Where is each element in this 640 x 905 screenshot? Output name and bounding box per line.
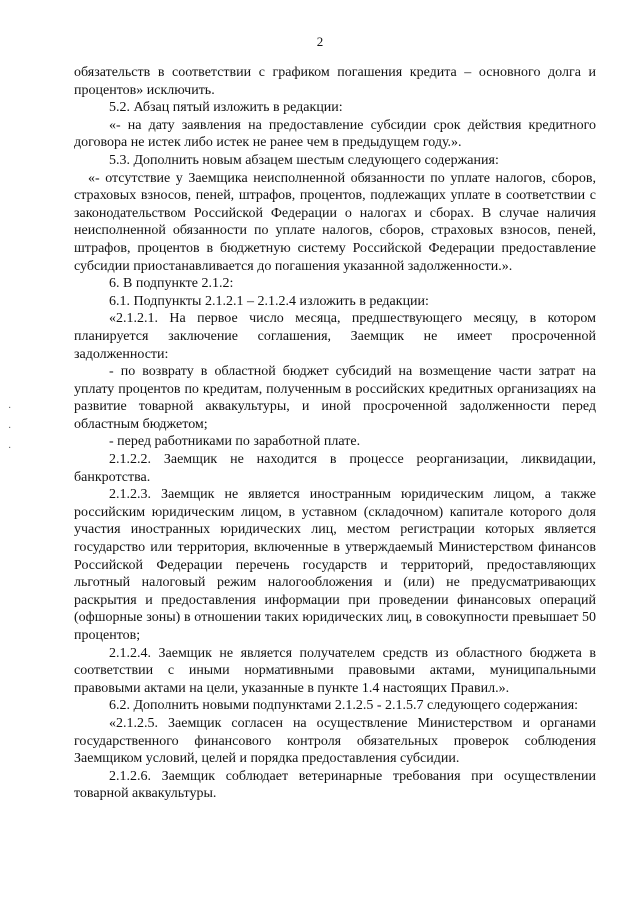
- paragraph: 2.1.2.2. Заемщик не находится в процессе реорганизации, ликвидации, банкротства.: [74, 452, 596, 485]
- paragraph: 2.1.2.6. Заемщик соблюдает ветеринарные требования при осуществлении товарной аквакультуры.: [74, 768, 596, 802]
- paragraph: обязательств в соответствии с графиком погашения кредита – основного долга и процентов» исключить.: [74, 65, 596, 98]
- paragraph: 2.1.2.3. Заемщик не является иностранным юридическим лицом, а также российским юридическим лицом, в уставном (складочном) капитале которого доля участия иностранных юридических лиц, местом регистрации которых является государство или территория, включенные в утверждаемый Министерством финансов Российской Федерации перечень государств и территорий, предоставляющих льготный налоговый режим налогообложения и (или) не предусматривающих раскрытия и предоставления информации при проведении финансовых операций (офшорные зоны) в отношении таких юридических лиц, в совокупности превышает 50 процентов;: [74, 487, 596, 643]
- paragraph: «2.1.2.5. Заемщик согласен на осуществление Министерством и органами государственного финансового контроля обязательных проверок соблюдения Заемщиком условий, целей и порядка предоставления субсидии.: [74, 715, 596, 767]
- paragraph: 5.2. Абзац пятый изложить в редакции:: [109, 100, 343, 116]
- paragraph: «- отсутствие у Заемщика неисполненной обязанности по уплате налогов, сборов, страховых взносов, пеней, штрафов, процентов, подлежащих уплате в соответствии с законодательством Российской Федерации о налогах и сборах. В случае наличия неисполненной обязанности по уплате налогов, сборов, страховых взносов, пеней, штрафов, процентов в бюджетную систему Российской Федерации предоставление субсидии приостанавливается до погашения указанной задолженности.».: [74, 170, 596, 274]
- list-item: - перед работниками по заработной плате.: [109, 434, 361, 450]
- page-number: 2: [316, 34, 324, 49]
- paragraph: «- на дату заявления на предоставление субсидии срок действия кредитного договора не истек либо истек не ранее чем в предыдущем году.».: [74, 117, 596, 151]
- paragraph: 6.2. Дополнить новыми подпунктами 2.1.2.5 - 2.1.5.7 следующего содержания:: [109, 698, 579, 714]
- scan-artifact: ·: [8, 443, 12, 454]
- scan-artifact: ·: [8, 423, 12, 434]
- paragraph: 6.1. Подпункты 2.1.2.1 – 2.1.2.4 изложить в редакции:: [109, 293, 429, 309]
- scan-artifact: ·: [8, 403, 12, 414]
- document-body: [74, 64, 596, 803]
- paragraph: 6. В подпункте 2.1.2:: [109, 276, 234, 292]
- list-item: - по возврату в областной бюджет субсидий на возмещение части затрат на уплату процентов по кредитам, полученным в российских кредитных организациях на развитие товарной аквакультуры, и иной просроченной задолженности перед областным бюджетом;: [74, 364, 596, 432]
- paragraph: 5.3. Дополнить новым абзацем шестым следующего содержания:: [109, 152, 499, 168]
- paragraph: «2.1.2.1. На первое число месяца, предшествующего месяцу, в котором планируется заключение соглашения, Заемщик не имеет просроченной задолженности:: [74, 311, 596, 362]
- paragraph: 2.1.2.4. Заемщик не является получателем средств из областного бюджета в соответствии с иными нормативными правовыми актами, муниципальными правовыми актами на цели, указанные в пункте 1.4 настоящих Правил.».: [74, 645, 596, 696]
